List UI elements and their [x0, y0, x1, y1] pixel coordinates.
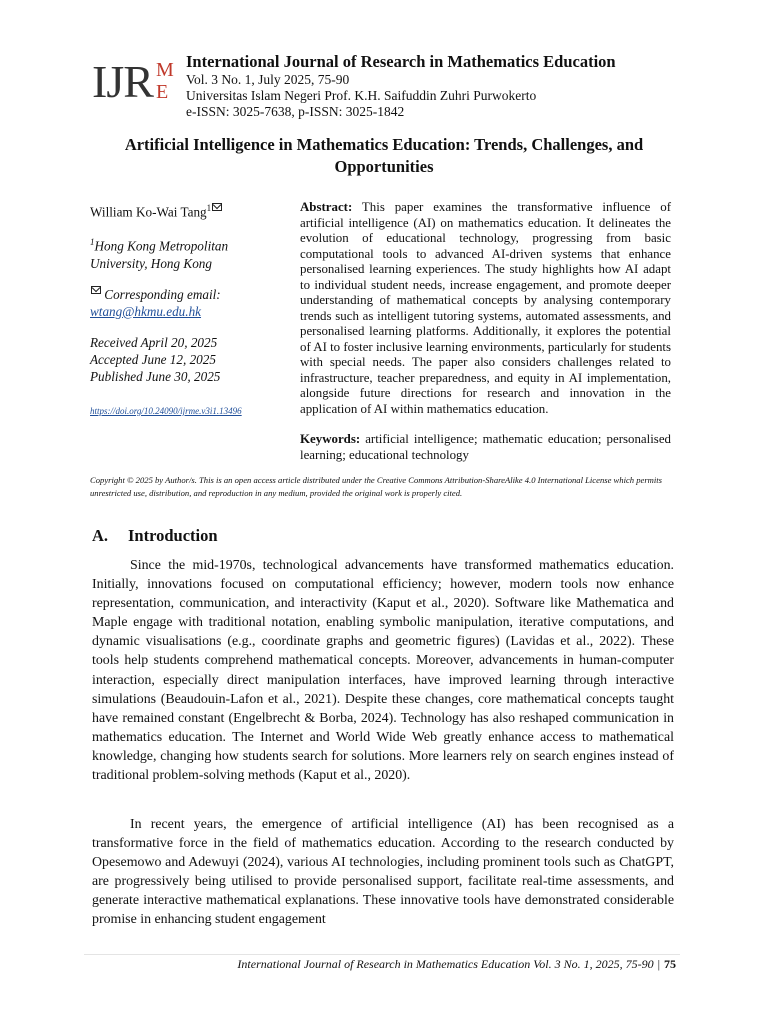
abstract-label: Abstract:: [300, 200, 353, 214]
accepted-date: Accepted June 12, 2025: [90, 351, 216, 367]
abstract: [300, 200, 671, 417]
corresponding-email-link[interactable]: wtang@hkmu.edu.hk: [90, 303, 202, 319]
journal-title: International Journal of Research in Mathematics Education: [186, 52, 616, 71]
doi-link[interactable]: https://doi.org/10.24090/ijrme.v3i1.13496: [90, 405, 242, 416]
journal-volume: Vol. 3 No. 1, July 2025, 75-90: [186, 72, 350, 87]
journal-logo: [92, 56, 184, 108]
footer-citation: International Journal of Research in Mathematics Education Vol. 3 No. 1, 2025, 75-90: [237, 957, 654, 971]
page-footer: [237, 956, 676, 972]
keywords-label: Keywords:: [300, 432, 361, 446]
author-info-column: [90, 200, 270, 420]
affiliation-line: [90, 234, 270, 271]
logo-m-letter: M: [156, 59, 174, 81]
footer-separator: |: [657, 957, 660, 971]
journal-issn: e-ISSN: 3025-7638, p-ISSN: 3025-1842: [186, 104, 405, 119]
body-paragraph-2: In recent years, the emergence of artificial intelligence (AI) has been recognised as a transformative force in the field of mathematics education. According to the research conducted by Opesemowo and Adewuyi (2024), various AI technologies, including prominent tools such as ChatGPT, are progressively being utilised to provide personalised support, facilitate real-time assessments, and generate interactive mathematical explanations. These innovative tools have demonstrated considerable promise in enhancing student engagement: [92, 817, 674, 928]
abstract-text: This paper examines the transformative influence of artificial intelligence (AI) on mathematics education. It delineates the evolution of educational technology, progressing from basic computational tools to advanced AI-driven systems that enhance personalised learning experiences. The study highlights how AI adapt to individual student needs, increase engagement, and promote deeper understanding of mathematical concepts by analysing contemporary trends such as intelligent tutoring systems, automated assessments, and personalised learning platforms. Additionally, it explores the potential of AI to foster inclusive learning environments, particularly for students with special needs. The paper also considers challenges related to infrastructure, teacher preparedness, and equity in AI implementation, alongside future directions for research and innovation in the application of AI within mathematics education.: [300, 200, 672, 416]
author-affil-num: 1: [206, 203, 212, 213]
page-number: 75: [664, 957, 676, 971]
paper-title: Artificial Intelligence in Mathematics Education: Trends, Challenges, and Opportunities: [124, 135, 644, 176]
envelope-icon: [212, 203, 222, 211]
affiliation: Hong Kong Metropolitan University, Hong Kong: [90, 238, 229, 271]
keywords-text: artificial intelligence; mathematic education; personalised learning; educational technology: [300, 432, 671, 462]
corresponding-label-line: [90, 286, 270, 303]
keywords: [300, 432, 671, 463]
envelope-icon: [91, 286, 101, 294]
author-name: William Ko-Wai Tang: [90, 204, 207, 220]
journal-institution: Universitas Islam Negeri Prof. K.H. Saifuddin Zuhri Purwokerto: [186, 88, 537, 103]
footer-divider: [84, 954, 680, 955]
logo-e-letter: E: [156, 81, 169, 103]
affil-num: 1: [90, 237, 95, 248]
section-title: Introduction: [128, 526, 218, 545]
section-number: A.: [92, 526, 109, 545]
section-heading: [92, 526, 218, 546]
corresponding-label: Corresponding email:: [104, 286, 221, 302]
received-date: Received April 20, 2025: [90, 334, 218, 350]
logo-ijr-text: IJR: [92, 56, 153, 107]
journal-header: [92, 52, 692, 122]
body-paragraph-1: Since the mid-1970s, technological advancements have transformed mathematics education. Initially, innovations focused on computational efficiency; however, modern tools now enhance representation, communication, and interactivity (Kaput et al., 2020). Software like Mathematica and Maple engage with traditional notation, enabling symbolic manipulation, iterative computations, and dynamic visualisations (e.g., coordinate graphs and geometric figures) (Lavidas et al., 2022). These tools help students comprehend mathematical concepts. Moreover, advancements in human-computer interaction, especially direct manipulation interfaces, have improved learning through interactive simulations (Beaudouin-Lafon et al., 2021). Despite these changes, core mathematical concepts taught have remained constant (Engelbrecht & Borba, 2024). Technology has also reshaped communication in mathematics education. The Internet and World Wide Web greatly enhance access to mathematical knowledge, changing how students search for solutions. More learners rely on search engines instead of traditional problem-solving methods (Kaput et al., 2020).: [92, 558, 674, 784]
author-line: [90, 200, 270, 220]
published-date: Published June 30, 2025: [90, 368, 221, 384]
copyright-notice: Copyright © 2025 by Author/s. This is an open access article distributed under the Creative Commons Attribution-ShareAlike 4.0 International License which permits unrestricted use, distribution, and reproduction in any medium, provided the original work is properly cited.: [90, 475, 662, 498]
journal-info: [186, 52, 616, 120]
